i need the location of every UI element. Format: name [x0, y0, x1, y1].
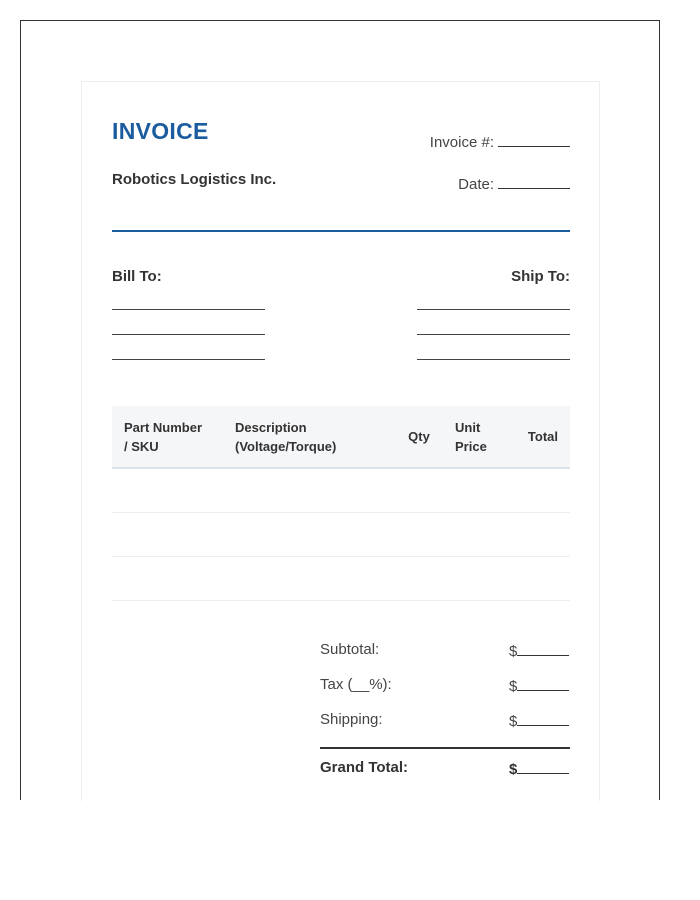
company-name: Robotics Logistics Inc.: [112, 171, 277, 188]
date-label: Date:: [458, 176, 494, 193]
column-header-description: [223, 406, 395, 468]
table-cell[interactable]: [223, 557, 395, 601]
currency-symbol: $: [509, 643, 518, 660]
column-header-part-number: [112, 406, 223, 468]
tax-field[interactable]: [509, 676, 569, 695]
tax-blank[interactable]: [517, 676, 569, 691]
subtotal-label: Subtotal:: [320, 641, 380, 658]
column-header-line: Qty: [408, 429, 430, 444]
column-header-total: [503, 406, 570, 468]
header-divider: [112, 230, 570, 232]
tax-label: Tax (__%):: [320, 676, 392, 693]
table-cell[interactable]: [443, 557, 503, 601]
table-cell[interactable]: [223, 513, 395, 557]
bill-to-label: Bill To:: [112, 268, 162, 285]
currency-symbol: $: [509, 678, 518, 695]
column-header-unit-price: [443, 406, 503, 468]
shipping-label: Shipping:: [320, 711, 383, 728]
shipping-field[interactable]: [509, 711, 569, 730]
table-cell[interactable]: [395, 557, 443, 601]
bill-to-line[interactable]: [112, 334, 265, 335]
table-cell[interactable]: [443, 513, 503, 557]
column-header-line: Unit: [455, 419, 481, 435]
table-cell[interactable]: [443, 468, 503, 513]
table-row: [112, 557, 570, 601]
ship-to-line[interactable]: [417, 359, 570, 360]
table-row: [112, 468, 570, 513]
grand-total-label: Grand Total:: [320, 759, 409, 776]
table-row: [112, 513, 570, 557]
ship-to-label: Ship To:: [511, 268, 570, 285]
bill-to-line[interactable]: [112, 359, 265, 360]
table-cell[interactable]: [395, 513, 443, 557]
currency-symbol: $: [509, 761, 518, 778]
table-cell[interactable]: [503, 468, 570, 513]
table-cell[interactable]: [112, 557, 223, 601]
column-header-line: (Voltage/Torque): [235, 438, 337, 454]
table-cell[interactable]: [395, 468, 443, 513]
column-header-line: Description: [235, 419, 307, 435]
grand-total-divider: [320, 747, 570, 749]
ship-to-line[interactable]: [417, 334, 570, 335]
table-header-row: [112, 406, 570, 468]
column-header-line: Price: [455, 438, 487, 454]
invoice-number-label: Invoice #:: [429, 134, 494, 151]
table-cell[interactable]: [112, 513, 223, 557]
invoice-number-field[interactable]: [430, 132, 570, 151]
invoice-title: INVOICE: [112, 118, 209, 144]
date-blank[interactable]: [498, 174, 570, 189]
subtotal-blank[interactable]: [517, 641, 569, 656]
grand-total-blank[interactable]: [517, 759, 569, 774]
date-field[interactable]: [458, 174, 570, 193]
table-cell[interactable]: [503, 557, 570, 601]
table-cell[interactable]: [223, 468, 395, 513]
grand-total-field[interactable]: [509, 759, 569, 778]
subtotal-field[interactable]: [509, 641, 569, 660]
ship-to-line[interactable]: [417, 309, 570, 310]
invoice-number-blank[interactable]: [498, 132, 570, 147]
shipping-blank[interactable]: [517, 711, 569, 726]
table-cell[interactable]: [503, 513, 570, 557]
column-header-line: Total: [527, 429, 558, 444]
bill-to-line[interactable]: [112, 309, 265, 310]
column-header-line: Part Number: [124, 419, 203, 435]
table-cell[interactable]: [112, 468, 223, 513]
column-header-qty: [395, 406, 443, 468]
currency-symbol: $: [509, 713, 518, 730]
line-items-table: [112, 406, 570, 601]
column-header-line: / SKU: [124, 438, 159, 454]
